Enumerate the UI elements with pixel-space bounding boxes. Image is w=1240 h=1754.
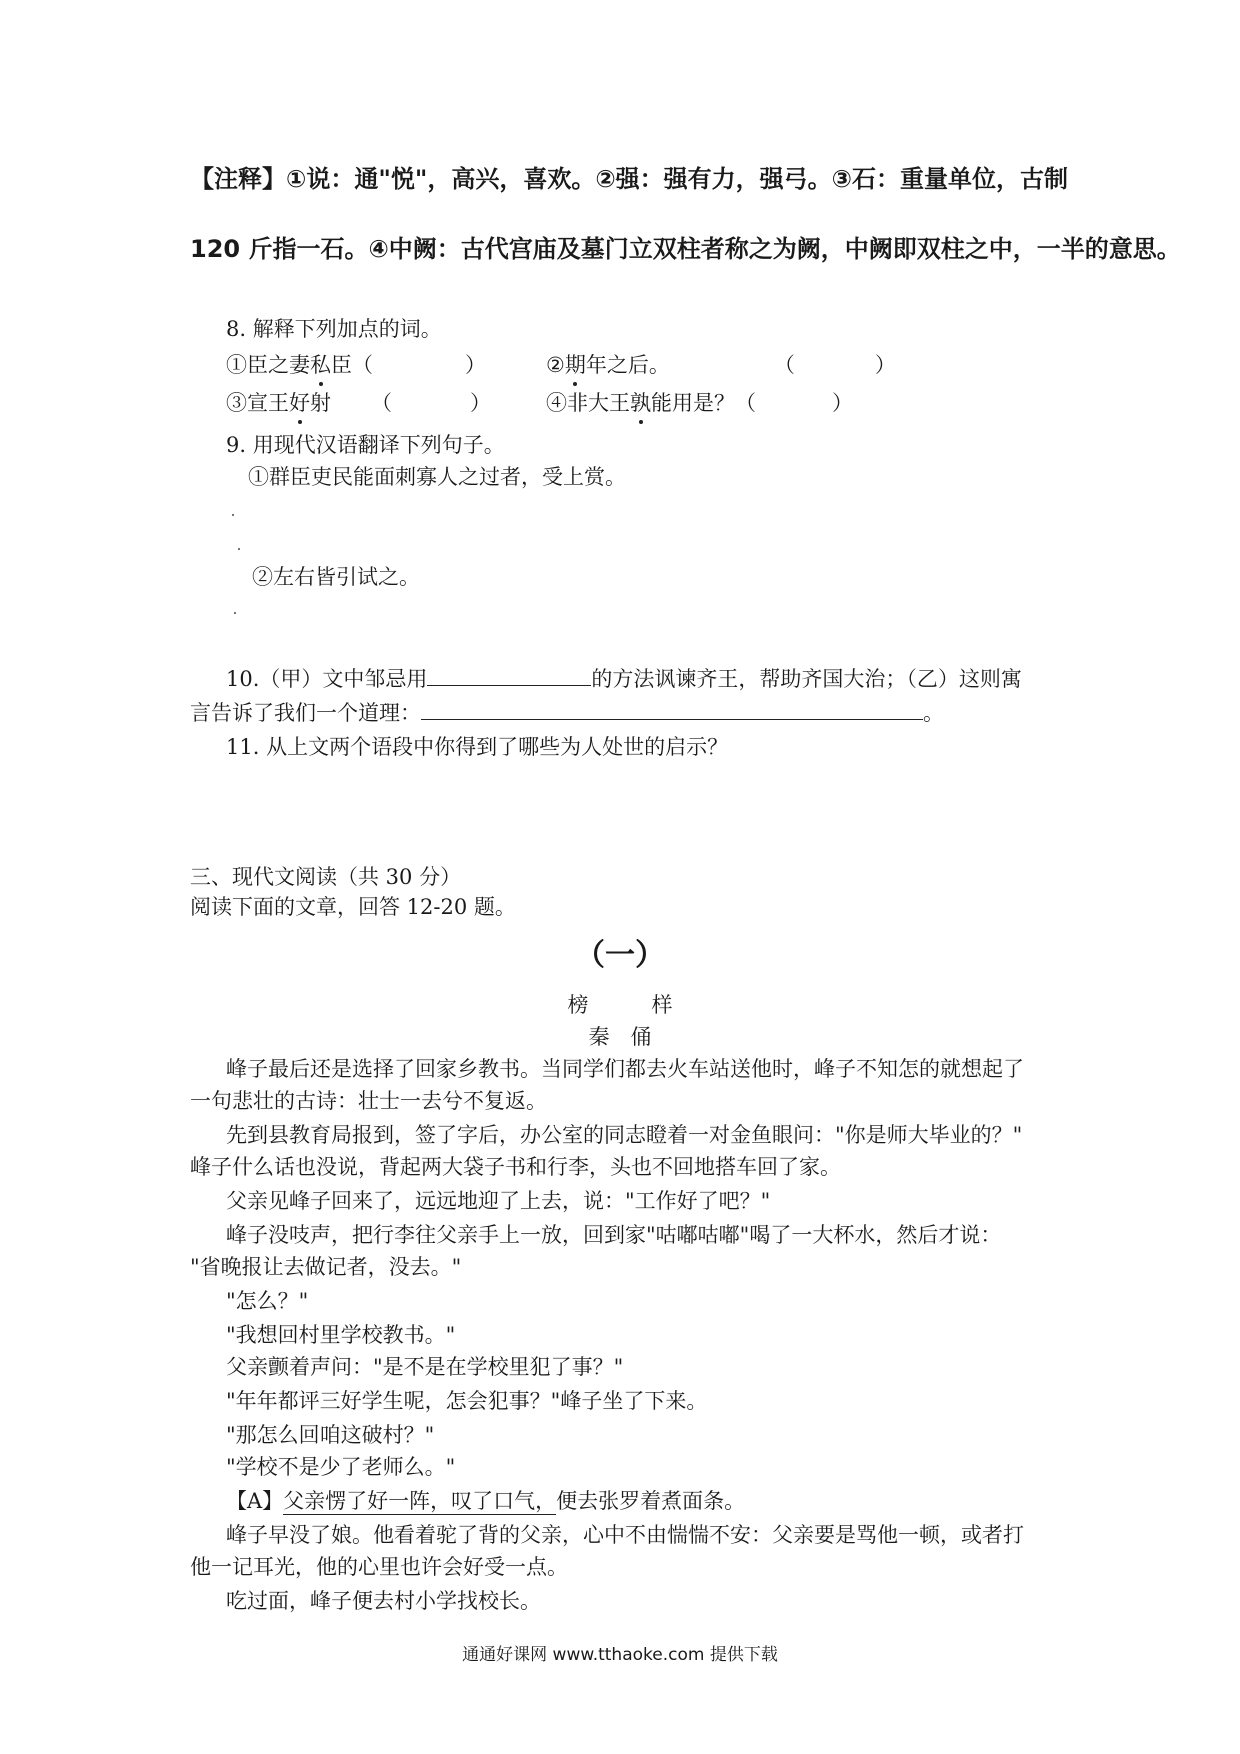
scan-speck: [234, 612, 236, 614]
emphasis-dot-char: 好: [289, 388, 310, 418]
underlined-sentence: 父亲愣了好一阵，叹了口气，: [283, 1489, 557, 1513]
article-part-number: （一）: [575, 938, 665, 973]
q8-item-3: ③宣王好射 （ ）: [226, 388, 491, 418]
fill-blank-method[interactable]: [427, 665, 591, 686]
scan-speck: [232, 514, 234, 516]
article-line: 峰子没吱声，把行李往父亲手上一放，回到家"咕嘟咕嘟"喝了一大杯水，然后才说：: [226, 1223, 1002, 1247]
article-line: "那怎么回咱这破村？": [226, 1423, 435, 1447]
scan-speck: [238, 548, 240, 550]
q9-sentence-1: ①群臣吏民能面刺寡人之过者，受上赏。: [248, 465, 626, 489]
annotation-line-2: 120 斤指一石。④中阙：古代宫庙及墓门立双柱者称之为阙，中阙即双柱之中，一半的意思。: [190, 235, 1181, 263]
question-10-line-1: 10.（甲）文中邹忌用 的方法讽谏齐王，帮助齐国大治；（乙）这则寓: [226, 667, 1022, 691]
article-line: 先到县教育局报到，签了字后，办公室的同志瞪着一对金鱼眼问："你是师大毕业的？": [226, 1123, 1023, 1147]
article-line: 父亲见峰子回来了，远远地迎了上去，说："工作好了吧？": [226, 1189, 771, 1213]
q8-item-4: ④非大王孰能用是？（ ）: [546, 388, 853, 418]
question-8-prompt: 8. 解释下列加点的词。: [226, 317, 442, 341]
article-line: 一句悲壮的古诗：壮士一去兮不复返。: [190, 1089, 547, 1113]
question-9-prompt: 9. 用现代汉语翻译下列句子。: [226, 433, 505, 457]
emphasis-dot-char: 孰: [630, 388, 651, 418]
emphasis-dot-char: 私: [310, 350, 331, 380]
article-line: 吃过面，峰子便去村小学找校长。: [226, 1589, 541, 1613]
question-11-prompt: 11. 从上文两个语段中你得到了哪些为人处世的启示？: [226, 735, 729, 759]
article-title: 榜 样: [567, 993, 673, 1017]
section-3-heading: 三、现代文阅读（共 30 分）: [190, 865, 462, 889]
question-10-line-2: 言告诉了我们一个道理： 。: [190, 701, 944, 725]
article-line: "学校不是少了老师么。": [226, 1455, 456, 1479]
article-line: 他一记耳光，他的心里也许会好受一点。: [190, 1555, 568, 1579]
article-line: "怎么？": [226, 1289, 309, 1313]
section-3-instruction: 阅读下面的文章，回答 12-20 题。: [190, 895, 516, 919]
q8-item-1: ①臣之妻私臣（ ）: [226, 350, 486, 380]
article-line: 峰子最后还是选择了回家乡教书。当同学们都去火车站送他时，峰子不知怎的就想起了: [226, 1057, 1024, 1081]
fill-blank-lesson[interactable]: [421, 699, 923, 720]
q9-sentence-2: ②左右皆引试之。: [252, 565, 420, 589]
marker-a: 【A】: [226, 1489, 284, 1513]
article-line: 父亲颤着声问："是不是在学校里犯了事？": [226, 1355, 624, 1379]
article-line: 峰子早没了娘。他看着驼了背的父亲，心中不由惴惴不安：父亲要是骂他一顿，或者打: [226, 1523, 1024, 1547]
article-line: "省晚报让去做记者，没去。": [190, 1255, 462, 1279]
article-line: "我想回村里学校教书。": [226, 1323, 456, 1347]
emphasis-dot-char: 期: [565, 350, 586, 380]
article-line-marked: 【A】父亲愣了好一阵，叹了口气，便去张罗着煮面条。: [226, 1489, 746, 1513]
article-author: 秦 俑: [588, 1025, 652, 1049]
page-footer: 通通好课网 www.tthaoke.com 提供下载: [462, 1645, 778, 1665]
annotation-line-1: 【注释】①说：通"悦"，高兴，喜欢。②强：强有力，强弓。③石：重量单位，古制: [190, 165, 1068, 193]
q8-item-2: ②期年之后。 （ ）: [546, 350, 896, 380]
article-line: "年年都评三好学生呢，怎会犯事？"峰子坐了下来。: [226, 1389, 708, 1413]
article-line: 峰子什么话也没说，背起两大袋子书和行李，头也不回地搭车回了家。: [190, 1155, 841, 1179]
